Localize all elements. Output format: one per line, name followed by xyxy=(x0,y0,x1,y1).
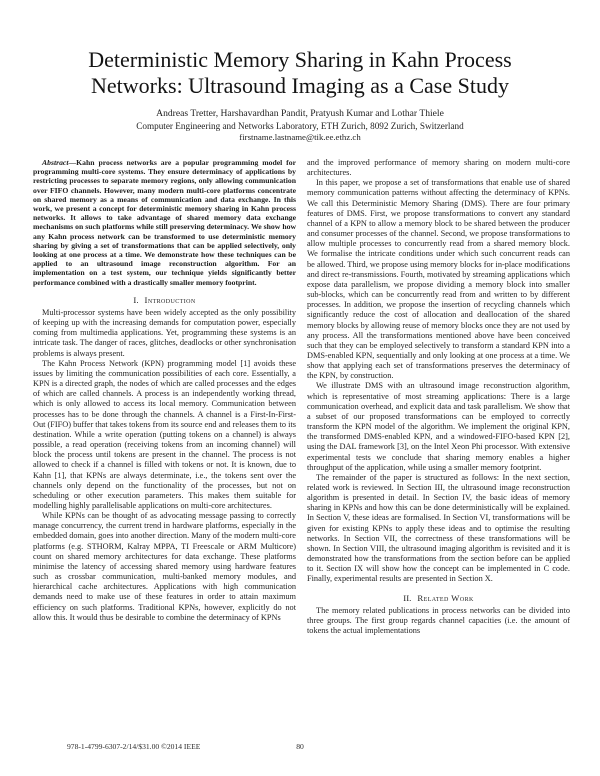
related-work-paragraph-1: The memory related publications in process networks can be divided into three groups. The first group regards channel capacities (i.e. the amount of tokens the actual implementations xyxy=(307,605,570,636)
section-title: Introduction xyxy=(144,294,196,305)
page-number: 80 xyxy=(296,742,304,751)
abstract-paragraph xyxy=(33,158,296,287)
intro-paragraph-1: Multi-processor systems have been widely accepted as the only possibility of keeping up with the increasing demands for computation power, especially coming from multimedia applications. Yet, programming these systems is an intricate task. The danger of races, glitches, deadlocks or other synchronisation problems is always present. xyxy=(33,308,296,358)
affiliation-line: Computer Engineering and Networks Laboratory, ETH Zurich, 8092 Zurich, Switzerland xyxy=(136,121,464,131)
email-line: firstname.lastname@tik.ee.ethz.ch xyxy=(239,132,361,142)
two-column-body xyxy=(33,158,570,636)
paper-header xyxy=(0,0,600,143)
paper-title-line-1: Deterministic Memory Sharing in Kahn Process xyxy=(88,47,512,72)
paper-contribution-paragraph: In this paper, we propose a set of transformations that enable use of shared memory communication patterns without affecting the determinacy of KPNs. We call this Deterministic Memory Sharing (DMS). There are four primary features of DMS. First, we propose transformations to convert any standard channel of a KPN to allow a memory block to be shared between the producer and consumer processes of the channel. Second, we propose transformations to allow multiple processes to concurrently read from a shared memory block. We formalise the intricate conditions under which such concurrent reads can be allowed. Third, we propose using memory blocks for in-place modifications and direct re-transmissions. Fourth, motivated by streaming applications which expose data parallelism, we propose dividing a memory block into smaller sub-blocks, which can be concurrently read from and written to by different processes. In addition, we propose the insertion of recycling channels which significantly reduce the cost of allocation and deallocation of the shared memory blocks by allowing reuse of memory blocks once they are not used by any process. All the transformations mentioned above have been conceived such that they can be employed selectively to transform a standard KPN into a DMS-enabled KPN, sequentially and only looking at one process at a time. We show that applying each set of transformations preserves the determinacy of the KPN, by construction. xyxy=(307,178,570,381)
page-footer xyxy=(0,742,600,754)
section-heading-introduction xyxy=(33,295,296,305)
section-heading-related-work xyxy=(307,593,570,603)
paper-title-line-2: Networks: Ultrasound Imaging as a Case Study xyxy=(91,72,509,98)
section-number: I. xyxy=(133,294,139,305)
right-column xyxy=(307,158,570,636)
case-study-paragraph: We illustrate DMS with an ultrasound image reconstruction algorithm, which is representative of most streaming applications: There is a large communication overhead, and explicit data and task parallelism. We show that a subset of our proposed transformations can be employed to correctly transform the KPN model of the algorithm. We implement the original KPN, the transformed DMS-enabled KPN, and a windowed-FIFO-based KPN [2], using the DAL framework [3], on the Intel Xeon Phi processor. With extensive experimental tests we conclude that sharing memory enables a higher throughput of the application, while using a smaller memory footprint. xyxy=(307,381,570,472)
left-column xyxy=(33,158,296,636)
intro-paragraph-3-continuation: and the improved performance of memory sharing on modern multi-core architectures. xyxy=(307,158,570,178)
intro-paragraph-2: The Kahn Process Network (KPN) programming model [1] avoids these issues by limiting the communication possibilities of each core. Essentially, a KPN is a directed graph, the nodes of which are called processes and the edges of which are called channels. A process is an independently working thread, which is only allowed to access its local memory. Communication between processes has to be done through the channels. A channel is a First-In-First-Out (FIFO) buffer that takes tokens from its source end and releases them to its destination. While a write operation (putting tokens on a channel) is always possible, a read operation (receiving tokens from an incoming channel) will block the process until tokens are present in the channel. The process is not allowed to check if a channel is filled with tokens or not. It is known, due to Kahn [1], that KPNs are always determinate, i.e., the tokens sent over the channels only depend on the functionality of the processes, but not on scheduling or other execution parameters. This makes them suitable for modelling highly parallelisable applications on multi-core architectures. xyxy=(33,358,296,510)
section-number: II. xyxy=(403,592,412,603)
intro-paragraph-3: While KPNs can be thought of as advocating message passing to correctly manage concurrency, the current trend in hardware platforms, especially in the embedded domain, goes into another direction. Many of the modern multi-core platforms (e.g. STHORM, Kalray MPPA, TI Freescale or ARM Multicore) count on shared memory architectures for data exchange. These platforms minimise the latency of accessing shared memory using hardware features such as crossbar communication, multi-banked memory modules, and hierarchical cache architectures. Applications with high communication demands need to make use of these features in order to attain maximum efficiency on such platforms. Traditional KPNs, however, explicitly do not allow this. It would thus be desirable to combine the determinacy of KPNs xyxy=(33,511,296,622)
abstract-dash: — xyxy=(68,158,77,167)
paper-outline-paragraph: The remainder of the paper is structured as follows: In the next section, related work is reviewed. In Section III, the ultrasound image reconstruction algorithm is presented in detail. In Section IV, the basic ideas of memory sharing in KPNs and how this can be done deterministically will be explained. In Section V, these ideas are formalised. In Section VI, transformations will be given for existing KPNs to apply these ideas and to optimise the resulting networks. In Section VII, the correctness of these transformations will be shown. In Section VIII, the ultrasound imaging algorithm is revisited and it is demonstrated how the transformations from the section before can be applied to it. Section IX will show how the concept can be implemented in C code. Finally, experimental results are presented in Section X. xyxy=(307,472,570,584)
paper-title xyxy=(0,47,600,98)
authors-line: Andreas Tretter, Harshavardhan Pandit, Pratyush Kumar and Lothar Thiele xyxy=(156,108,444,119)
abstract-label: Abstract xyxy=(42,158,69,167)
abstract-text: Kahn process networks are a popular programming model for programming multi-core systems. They ensure determinacy of applications by restricting processes to separate memory regions, only allowing communication over FIFO channels. However, many modern multi-core platforms concentrate on shared memory as a means of communication and data exchange. In this work, we present a concept for deterministic memory sharing in Kahn process networks. It allows to take advantage of shared memory data exchange mechanisms on such platforms while still preserving determinacy. We show how any Kahn process network can be transformed to use deterministic memory sharing by giving a set of transformations that can be applied selectively, only looking at one process at a time. We demonstrate how these techniques can be applied to an ultrasound image reconstruction algorithm. For an implementation on a test system, our technique yields significantly better performance combined with a drastically smaller memory footprint. xyxy=(33,158,296,287)
section-title: Related Work xyxy=(417,592,474,603)
copyright-notice: 978-1-4799-6307-2/14/$31.00 ©2014 IEEE xyxy=(67,742,201,751)
